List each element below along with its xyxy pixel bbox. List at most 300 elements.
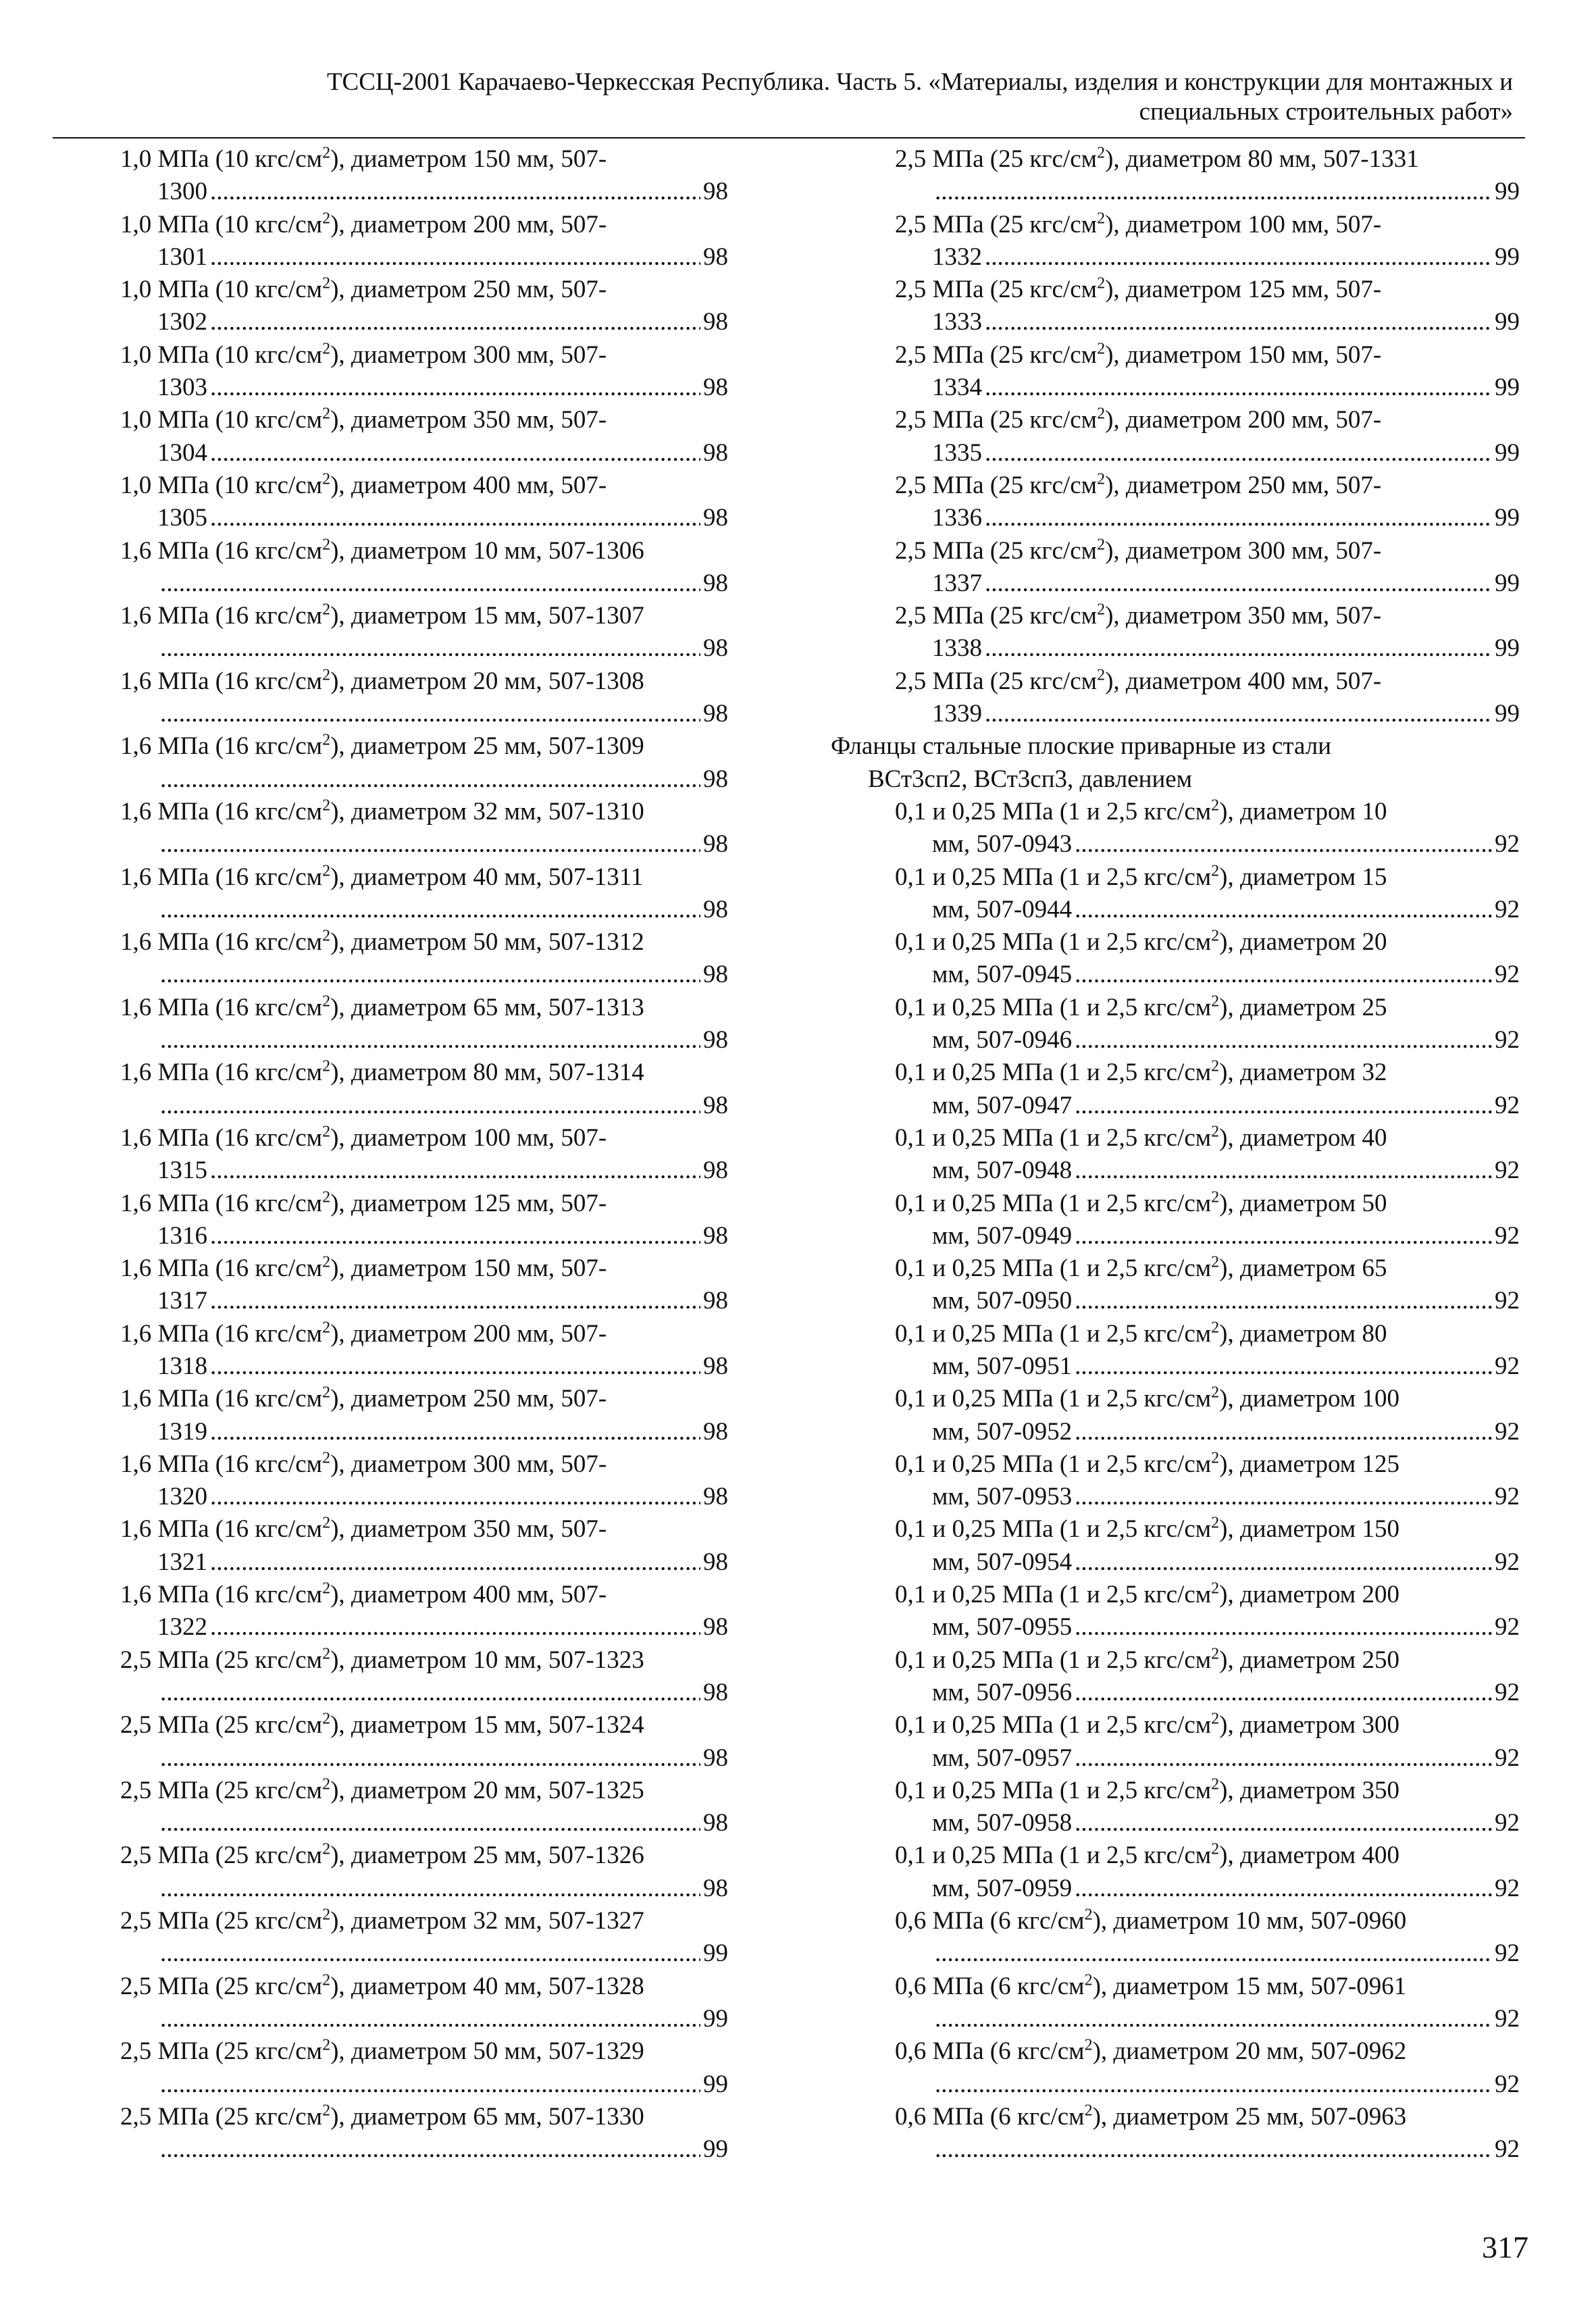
entry-title-text-cont: ), диаметром 125 мм, 507- <box>330 1189 607 1217</box>
entry-leader-line <box>120 2068 728 2101</box>
index-entry <box>831 1905 1520 1971</box>
entry-page-number: 98 <box>703 438 728 467</box>
index-entry <box>120 1839 728 1905</box>
entry-page-number: 92 <box>1495 1809 1520 1837</box>
entry-title-text-cont: ), диаметром 10 мм, 507-1306 <box>330 536 644 565</box>
entry-title-text: 1,0 МПа (10 кгс/см <box>120 210 323 238</box>
entry-title-text: 1,6 МПа (16 кгс/см <box>120 928 323 957</box>
index-entry <box>120 209 728 274</box>
entry-page-number: 92 <box>1495 1483 1520 1511</box>
section-heading-line-1: Фланцы стальные плоские приварные из стали <box>831 732 1332 761</box>
entry-title <box>831 861 1520 894</box>
entry-superscript: 2 <box>1211 1449 1220 1467</box>
entry-title-text-cont: ), диаметром 250 мм, 507- <box>330 276 607 304</box>
entry-title <box>120 339 728 372</box>
entry-leader-line <box>831 437 1520 469</box>
dot-leader <box>1075 894 1492 926</box>
index-entry <box>120 1057 728 1122</box>
entry-page-number: 99 <box>703 2135 728 2164</box>
entry-title-text: 2,5 МПа (25 кгс/см <box>120 2102 323 2131</box>
entry-page-number: 92 <box>1495 1156 1520 1185</box>
entry-page-number: 98 <box>703 504 728 532</box>
entry-leader-line <box>831 241 1520 274</box>
index-entry <box>120 274 728 339</box>
entry-leader-line <box>831 502 1520 534</box>
entry-title <box>831 1579 1520 1611</box>
entry-title <box>831 1905 1520 1937</box>
index-entry <box>831 1971 1520 2036</box>
dot-leader <box>1075 1350 1492 1383</box>
dot-leader <box>1075 1285 1492 1317</box>
entry-superscript: 2 <box>322 992 331 1011</box>
dot-leader <box>160 698 700 730</box>
entry-page-number: 98 <box>703 178 728 206</box>
entry-page-number: 99 <box>703 2070 728 2098</box>
index-entry <box>831 861 1520 927</box>
entry-title-text-cont: ), диаметром 150 мм, 507- <box>1105 340 1382 369</box>
entry-superscript: 2 <box>1097 144 1106 162</box>
entry-page-number: 98 <box>703 1091 728 1119</box>
entry-page-number: 99 <box>1495 438 1520 467</box>
entry-leader-line <box>120 1024 728 1057</box>
index-entry <box>120 1905 728 1971</box>
entry-title-text: 2,5 МПа (25 кгс/см <box>895 667 1098 695</box>
entry-superscript: 2 <box>1211 1710 1220 1728</box>
index-entry <box>831 1383 1520 1448</box>
entry-title <box>120 992 728 1024</box>
dot-leader <box>1075 1742 1492 1775</box>
entry-title-text: 2,5 МПа (25 кгс/см <box>120 1646 323 1674</box>
entry-superscript: 2 <box>322 1775 331 1794</box>
entry-superscript: 2 <box>1097 209 1106 228</box>
entry-title-text-cont: ), диаметром 20 мм, 507-0962 <box>1092 2037 1407 2066</box>
entry-leader-line <box>831 567 1520 600</box>
dot-leader <box>935 176 1492 208</box>
entry-title-text-cont: ), диаметром 80 мм, 507-1314 <box>330 1059 644 1087</box>
entry-title <box>831 2035 1520 2068</box>
entry-leader-line <box>120 1742 728 1775</box>
index-entry <box>831 926 1520 992</box>
entry-superscript: 2 <box>1211 992 1220 1011</box>
entry-title-text: 1,6 МПа (16 кгс/см <box>120 1385 323 1413</box>
entry-title-text: 0,1 и 0,25 МПа (1 и 2,5 кгс/см <box>895 1254 1212 1283</box>
entry-leader-line <box>831 1416 1520 1448</box>
index-entry <box>831 2101 1520 2166</box>
entry-title-text-cont: ), диаметром 10 мм, 507-1323 <box>330 1646 644 1674</box>
dot-leader <box>160 2003 700 2035</box>
entry-title-text: 2,5 МПа (25 кгс/см <box>120 1972 323 2000</box>
entry-code-continuation: мм, 507-0953 <box>932 1483 1073 1511</box>
entry-leader-line <box>831 2003 1520 2035</box>
entry-title-text-cont: ), диаметром 40 <box>1219 1123 1387 1152</box>
entry-title-text-cont: ), диаметром 10 <box>1219 797 1387 825</box>
entry-title-text: 1,6 МПа (16 кгс/см <box>120 1123 323 1152</box>
entry-title <box>831 600 1520 632</box>
entry-title-text: 2,5 МПа (25 кгс/см <box>120 1841 323 1870</box>
entry-superscript: 2 <box>1084 1971 1093 1989</box>
entry-superscript: 2 <box>322 1971 331 1989</box>
entry-code-continuation: мм, 507-0950 <box>932 1287 1073 1315</box>
entry-superscript: 2 <box>1097 405 1106 424</box>
entry-title-text-cont: ), диаметром 65 <box>1219 1254 1387 1283</box>
entry-page-number: 99 <box>1495 634 1520 663</box>
entry-leader-line <box>120 632 728 665</box>
entry-title <box>120 274 728 306</box>
entry-leader-line <box>120 502 728 534</box>
entry-title-text: 0,1 и 0,25 МПа (1 и 2,5 кгс/см <box>895 1841 1212 1870</box>
entry-title-text-cont: ), диаметром 200 мм, 507- <box>330 1319 607 1348</box>
entry-code-continuation: 1317 <box>157 1287 207 1315</box>
entry-title-text-cont: ), диаметром 150 мм, 507- <box>330 1254 607 1283</box>
dot-leader <box>210 1611 700 1644</box>
entry-title-text: 1,0 МПа (10 кгс/см <box>120 471 323 499</box>
entry-page-number: 92 <box>1495 830 1520 859</box>
dot-leader <box>985 698 1492 730</box>
entry-title <box>120 143 728 176</box>
dot-leader <box>210 1220 700 1252</box>
entry-superscript: 2 <box>322 2036 331 2054</box>
dot-leader <box>160 2068 700 2101</box>
entry-title <box>120 600 728 632</box>
entry-superscript: 2 <box>1211 1775 1220 1794</box>
entry-superscript: 2 <box>1211 796 1220 815</box>
entry-title-text-cont: ), диаметром 125 <box>1219 1450 1399 1478</box>
entry-superscript: 2 <box>322 1188 331 1206</box>
entry-title <box>120 1971 728 2003</box>
entry-leader-line <box>831 1807 1520 1839</box>
entry-superscript: 2 <box>322 536 331 554</box>
entry-title-text: 1,6 МПа (16 кгс/см <box>120 1515 323 1544</box>
section-heading-line-2: ВСт3сп2, ВСт3сп3, давлением <box>868 765 1193 793</box>
entry-title-text: 0,1 и 0,25 МПа (1 и 2,5 кгс/см <box>895 928 1212 957</box>
entry-leader-line <box>831 1220 1520 1252</box>
entry-code-continuation: 1332 <box>932 243 982 271</box>
entry-title-text-cont: ), диаметром 100 мм, 507- <box>1105 210 1382 238</box>
entry-leader-line <box>831 1350 1520 1383</box>
index-entry <box>831 209 1520 274</box>
entry-leader-line <box>120 1220 728 1252</box>
index-entry <box>120 665 728 731</box>
entry-superscript: 2 <box>1211 1841 1220 1859</box>
entry-title-text-cont: ), диаметром 25 мм, 507-0963 <box>1092 2102 1407 2131</box>
entry-title <box>120 1513 728 1546</box>
header-rule <box>53 137 1525 138</box>
entry-superscript: 2 <box>1211 1057 1220 1075</box>
entry-title <box>120 1122 728 1154</box>
entry-title-text-cont: ), диаметром 350 мм, 507- <box>330 406 607 434</box>
entry-code-continuation: мм, 507-0956 <box>932 1678 1073 1706</box>
dot-leader <box>985 632 1492 665</box>
entry-code-continuation: мм, 507-0948 <box>932 1156 1073 1185</box>
index-entry <box>831 1839 1520 1905</box>
entry-leader-line <box>120 372 728 404</box>
entry-superscript: 2 <box>322 405 331 424</box>
entry-leader-line <box>831 1677 1520 1709</box>
entry-code-continuation: 1319 <box>157 1417 207 1446</box>
dot-leader <box>1075 1546 1492 1579</box>
index-entry <box>120 143 728 209</box>
entry-leader-line <box>120 1285 728 1317</box>
entry-page-number: 98 <box>703 700 728 728</box>
dot-leader <box>160 1807 700 1839</box>
dot-leader <box>210 437 700 469</box>
dot-leader <box>210 306 700 338</box>
index-entry <box>831 1513 1520 1579</box>
dot-leader <box>210 1481 700 1513</box>
dot-leader <box>1075 1481 1492 1513</box>
entry-leader-line <box>120 894 728 926</box>
entry-title-text: 1,0 МПа (10 кгс/см <box>120 145 323 173</box>
index-entry <box>120 730 728 796</box>
entry-page-number: 92 <box>1495 1287 1520 1315</box>
entry-page-number: 98 <box>703 634 728 663</box>
entry-leader-line <box>120 763 728 796</box>
entry-title-text: 0,1 и 0,25 МПа (1 и 2,5 кгс/см <box>895 993 1212 1021</box>
dot-leader <box>160 1742 700 1775</box>
entry-title-text-cont: ), диаметром 32 мм, 507-1310 <box>330 797 644 825</box>
index-entry <box>831 1252 1520 1318</box>
entry-leader-line <box>831 1937 1520 1970</box>
entry-title-text-cont: ), диаметром 15 мм, 507-1324 <box>330 1711 644 1739</box>
entry-title <box>120 1188 728 1220</box>
entry-page-number: 99 <box>703 1939 728 1968</box>
entry-superscript: 2 <box>1211 1188 1220 1206</box>
entry-title-text-cont: ), диаметром 350 <box>1219 1776 1399 1804</box>
entry-title-text: 2,5 МПа (25 кгс/см <box>120 2037 323 2066</box>
entry-title-text: 0,1 и 0,25 МПа (1 и 2,5 кгс/см <box>895 1776 1212 1804</box>
entry-code-continuation: 1335 <box>932 438 982 467</box>
dot-leader <box>160 1024 700 1057</box>
index-entry <box>120 1775 728 1840</box>
entry-page-number: 92 <box>1495 1352 1520 1380</box>
entry-title-text-cont: ), диаметром 250 мм, 507- <box>1105 471 1382 499</box>
entry-leader-line <box>831 959 1520 991</box>
entry-code-continuation: 1321 <box>157 1548 207 1576</box>
entry-page-number: 92 <box>1495 895 1520 923</box>
entry-page-number: 98 <box>703 961 728 989</box>
entry-superscript: 2 <box>322 1057 331 1075</box>
entry-page-number: 98 <box>703 895 728 923</box>
entry-title-text: 2,5 МПа (25 кгс/см <box>120 1711 323 1739</box>
entry-title-text: 2,5 МПа (25 кгс/см <box>895 145 1098 173</box>
index-entry <box>831 1318 1520 1383</box>
entry-superscript: 2 <box>322 209 331 228</box>
index-entry <box>831 469 1520 535</box>
index-entry <box>831 1709 1520 1775</box>
entry-superscript: 2 <box>322 732 331 750</box>
entry-title <box>120 404 728 436</box>
entry-title-text: 0,1 и 0,25 МПа (1 и 2,5 кгс/см <box>895 1581 1212 1609</box>
entry-leader-line <box>120 698 728 730</box>
entry-title-text-cont: ), диаметром 40 мм, 507-1328 <box>330 1972 644 2000</box>
dot-leader <box>1075 1611 1492 1644</box>
entry-title-text-cont: ), диаметром 20 мм, 507-1308 <box>330 667 644 695</box>
index-entry <box>120 469 728 535</box>
entry-title-text-cont: ), диаметром 125 мм, 507- <box>1105 276 1382 304</box>
entry-page-number: 98 <box>703 1026 728 1054</box>
index-entry <box>831 1579 1520 1644</box>
entry-page-number: 99 <box>1495 243 1520 271</box>
entry-title-text: 0,1 и 0,25 МПа (1 и 2,5 кгс/см <box>895 1319 1212 1348</box>
entry-superscript: 2 <box>322 1319 331 1337</box>
entry-code-continuation: мм, 507-0949 <box>932 1221 1073 1250</box>
entry-code-continuation: мм, 507-0957 <box>932 1744 1073 1772</box>
entry-title-text: 0,1 и 0,25 МПа (1 и 2,5 кгс/см <box>895 1385 1212 1413</box>
entry-superscript: 2 <box>322 1253 331 1271</box>
index-entry <box>120 600 728 665</box>
entry-title <box>831 1644 1520 1677</box>
entry-superscript: 2 <box>1097 470 1106 488</box>
entry-title-text: 0,1 и 0,25 МПа (1 и 2,5 кгс/см <box>895 1123 1212 1152</box>
entry-superscript: 2 <box>1211 1579 1220 1598</box>
dot-leader <box>160 1677 700 1709</box>
entry-title-text-cont: ), диаметром 80 мм, 507-1331 <box>1105 145 1419 173</box>
index-entry <box>120 1448 728 1514</box>
entry-page-number: 98 <box>703 765 728 793</box>
entry-leader-line <box>831 1873 1520 1905</box>
entry-title-text-cont: ), диаметром 200 мм, 507- <box>1105 406 1382 434</box>
entry-superscript: 2 <box>1211 927 1220 945</box>
entry-code-continuation: мм, 507-0947 <box>932 1091 1073 1119</box>
entry-page-number: 92 <box>1495 1678 1520 1706</box>
entry-title-text-cont: ), диаметром 15 мм, 507-0961 <box>1092 1972 1407 2000</box>
dot-leader <box>1075 1807 1492 1839</box>
entry-title <box>120 209 728 241</box>
entry-title <box>120 1383 728 1415</box>
dot-leader <box>1075 1220 1492 1252</box>
entry-code-continuation: 1322 <box>157 1613 207 1642</box>
dot-leader <box>210 241 700 274</box>
entry-page-number: 99 <box>1495 308 1520 336</box>
entry-title-text-cont: ), диаметром 32 мм, 507-1327 <box>330 1907 644 1935</box>
entry-page-number: 92 <box>1495 1548 1520 1576</box>
entry-superscript: 2 <box>1211 1515 1220 1533</box>
entry-superscript: 2 <box>322 1515 331 1533</box>
entry-leader-line <box>831 828 1520 861</box>
dot-leader <box>1075 1090 1492 1122</box>
entry-title-text: 2,5 МПа (25 кгс/см <box>895 210 1098 238</box>
entry-page-number: 99 <box>703 2004 728 2033</box>
index-entry <box>831 992 1520 1057</box>
index-entry <box>120 535 728 601</box>
entry-superscript: 2 <box>322 1906 331 1924</box>
entry-title <box>831 1971 1520 2003</box>
entry-leader-line <box>120 1611 728 1644</box>
entry-page-number: 98 <box>703 1874 728 1902</box>
index-entry <box>831 1057 1520 1122</box>
index-entry <box>120 992 728 1057</box>
dot-leader <box>935 2068 1492 2101</box>
entry-superscript: 2 <box>322 1579 331 1598</box>
entry-title-text-cont: ), диаметром 300 мм, 507- <box>1105 536 1382 565</box>
entry-title-text: 1,6 МПа (16 кгс/см <box>120 602 323 630</box>
dot-leader <box>160 1937 700 1970</box>
entry-title-text: 2,5 МПа (25 кгс/см <box>895 471 1098 499</box>
entry-superscript: 2 <box>1097 601 1106 619</box>
entry-title <box>120 535 728 567</box>
entry-leader-line <box>120 1350 728 1383</box>
dot-leader <box>985 502 1492 534</box>
entry-title-text-cont: ), диаметром 350 мм, 507- <box>330 1515 607 1544</box>
entry-title <box>120 1775 728 1807</box>
entry-code-continuation: 1334 <box>932 374 982 402</box>
entry-title <box>120 730 728 763</box>
entry-title <box>831 1775 1520 1807</box>
entry-title <box>120 1057 728 1089</box>
entry-superscript: 2 <box>322 1449 331 1467</box>
index-entry <box>831 2035 1520 2101</box>
entry-superscript: 2 <box>1097 536 1106 554</box>
entry-title <box>831 143 1520 176</box>
entry-leader-line <box>120 1416 728 1448</box>
entry-superscript: 2 <box>1211 1645 1220 1663</box>
dot-leader <box>1075 828 1492 861</box>
index-entry <box>120 2101 728 2166</box>
entry-title-text: 0,1 и 0,25 МПа (1 и 2,5 кгс/см <box>895 863 1212 891</box>
entry-title-text: 2,5 МПа (25 кгс/см <box>895 406 1098 434</box>
entry-page-number: 98 <box>703 1809 728 1837</box>
entry-page-number: 92 <box>1495 1939 1520 1968</box>
entry-superscript: 2 <box>1211 862 1220 880</box>
entry-page-number: 98 <box>703 1221 728 1250</box>
index-entry <box>120 1383 728 1448</box>
index-entry <box>831 1644 1520 1710</box>
entry-title <box>831 1188 1520 1220</box>
entry-leader-line <box>120 1807 728 1839</box>
entry-code-continuation: 1333 <box>932 308 982 336</box>
entry-superscript: 2 <box>322 2102 331 2120</box>
dot-leader <box>935 2133 1492 2166</box>
entry-code-continuation: мм, 507-0944 <box>932 895 1073 923</box>
dot-leader <box>1075 1416 1492 1448</box>
entry-superscript: 2 <box>322 862 331 880</box>
entry-title <box>831 1122 1520 1154</box>
entry-title-text: 1,0 МПа (10 кгс/см <box>120 276 323 304</box>
entry-title <box>120 1252 728 1285</box>
entry-leader-line <box>120 1546 728 1579</box>
entry-title <box>831 1383 1520 1415</box>
entry-page-number: 98 <box>703 1352 728 1380</box>
entry-title <box>831 665 1520 698</box>
entry-page-number: 99 <box>1495 374 1520 402</box>
entry-title-text: 1,6 МПа (16 кгс/см <box>120 1581 323 1609</box>
entry-leader-line <box>831 372 1520 404</box>
dot-leader <box>160 1090 700 1122</box>
entry-title-text: 1,0 МПа (10 кгс/см <box>120 340 323 369</box>
index-entry <box>831 730 1520 796</box>
entry-code-continuation: 1320 <box>157 1483 207 1511</box>
entry-leader-line <box>120 1677 728 1709</box>
entry-title <box>120 665 728 698</box>
index-entry <box>120 1709 728 1775</box>
dot-leader <box>985 567 1492 600</box>
dot-leader <box>985 241 1492 274</box>
entry-leader-line <box>120 1090 728 1122</box>
index-entry <box>831 1448 1520 1514</box>
entry-title <box>120 1579 728 1611</box>
dot-leader <box>1075 1154 1492 1187</box>
entry-title-text: 0,1 и 0,25 МПа (1 и 2,5 кгс/см <box>895 1450 1212 1478</box>
dot-leader <box>210 502 700 534</box>
entry-code-continuation: мм, 507-0946 <box>932 1026 1073 1054</box>
entry-title <box>120 1905 728 1937</box>
entry-page-number: 98 <box>703 243 728 271</box>
entry-leader-line <box>831 2133 1520 2166</box>
entry-page-number: 99 <box>1495 504 1520 532</box>
entry-title <box>831 1839 1520 1872</box>
entry-leader-line <box>831 1154 1520 1187</box>
dot-leader <box>210 1350 700 1383</box>
